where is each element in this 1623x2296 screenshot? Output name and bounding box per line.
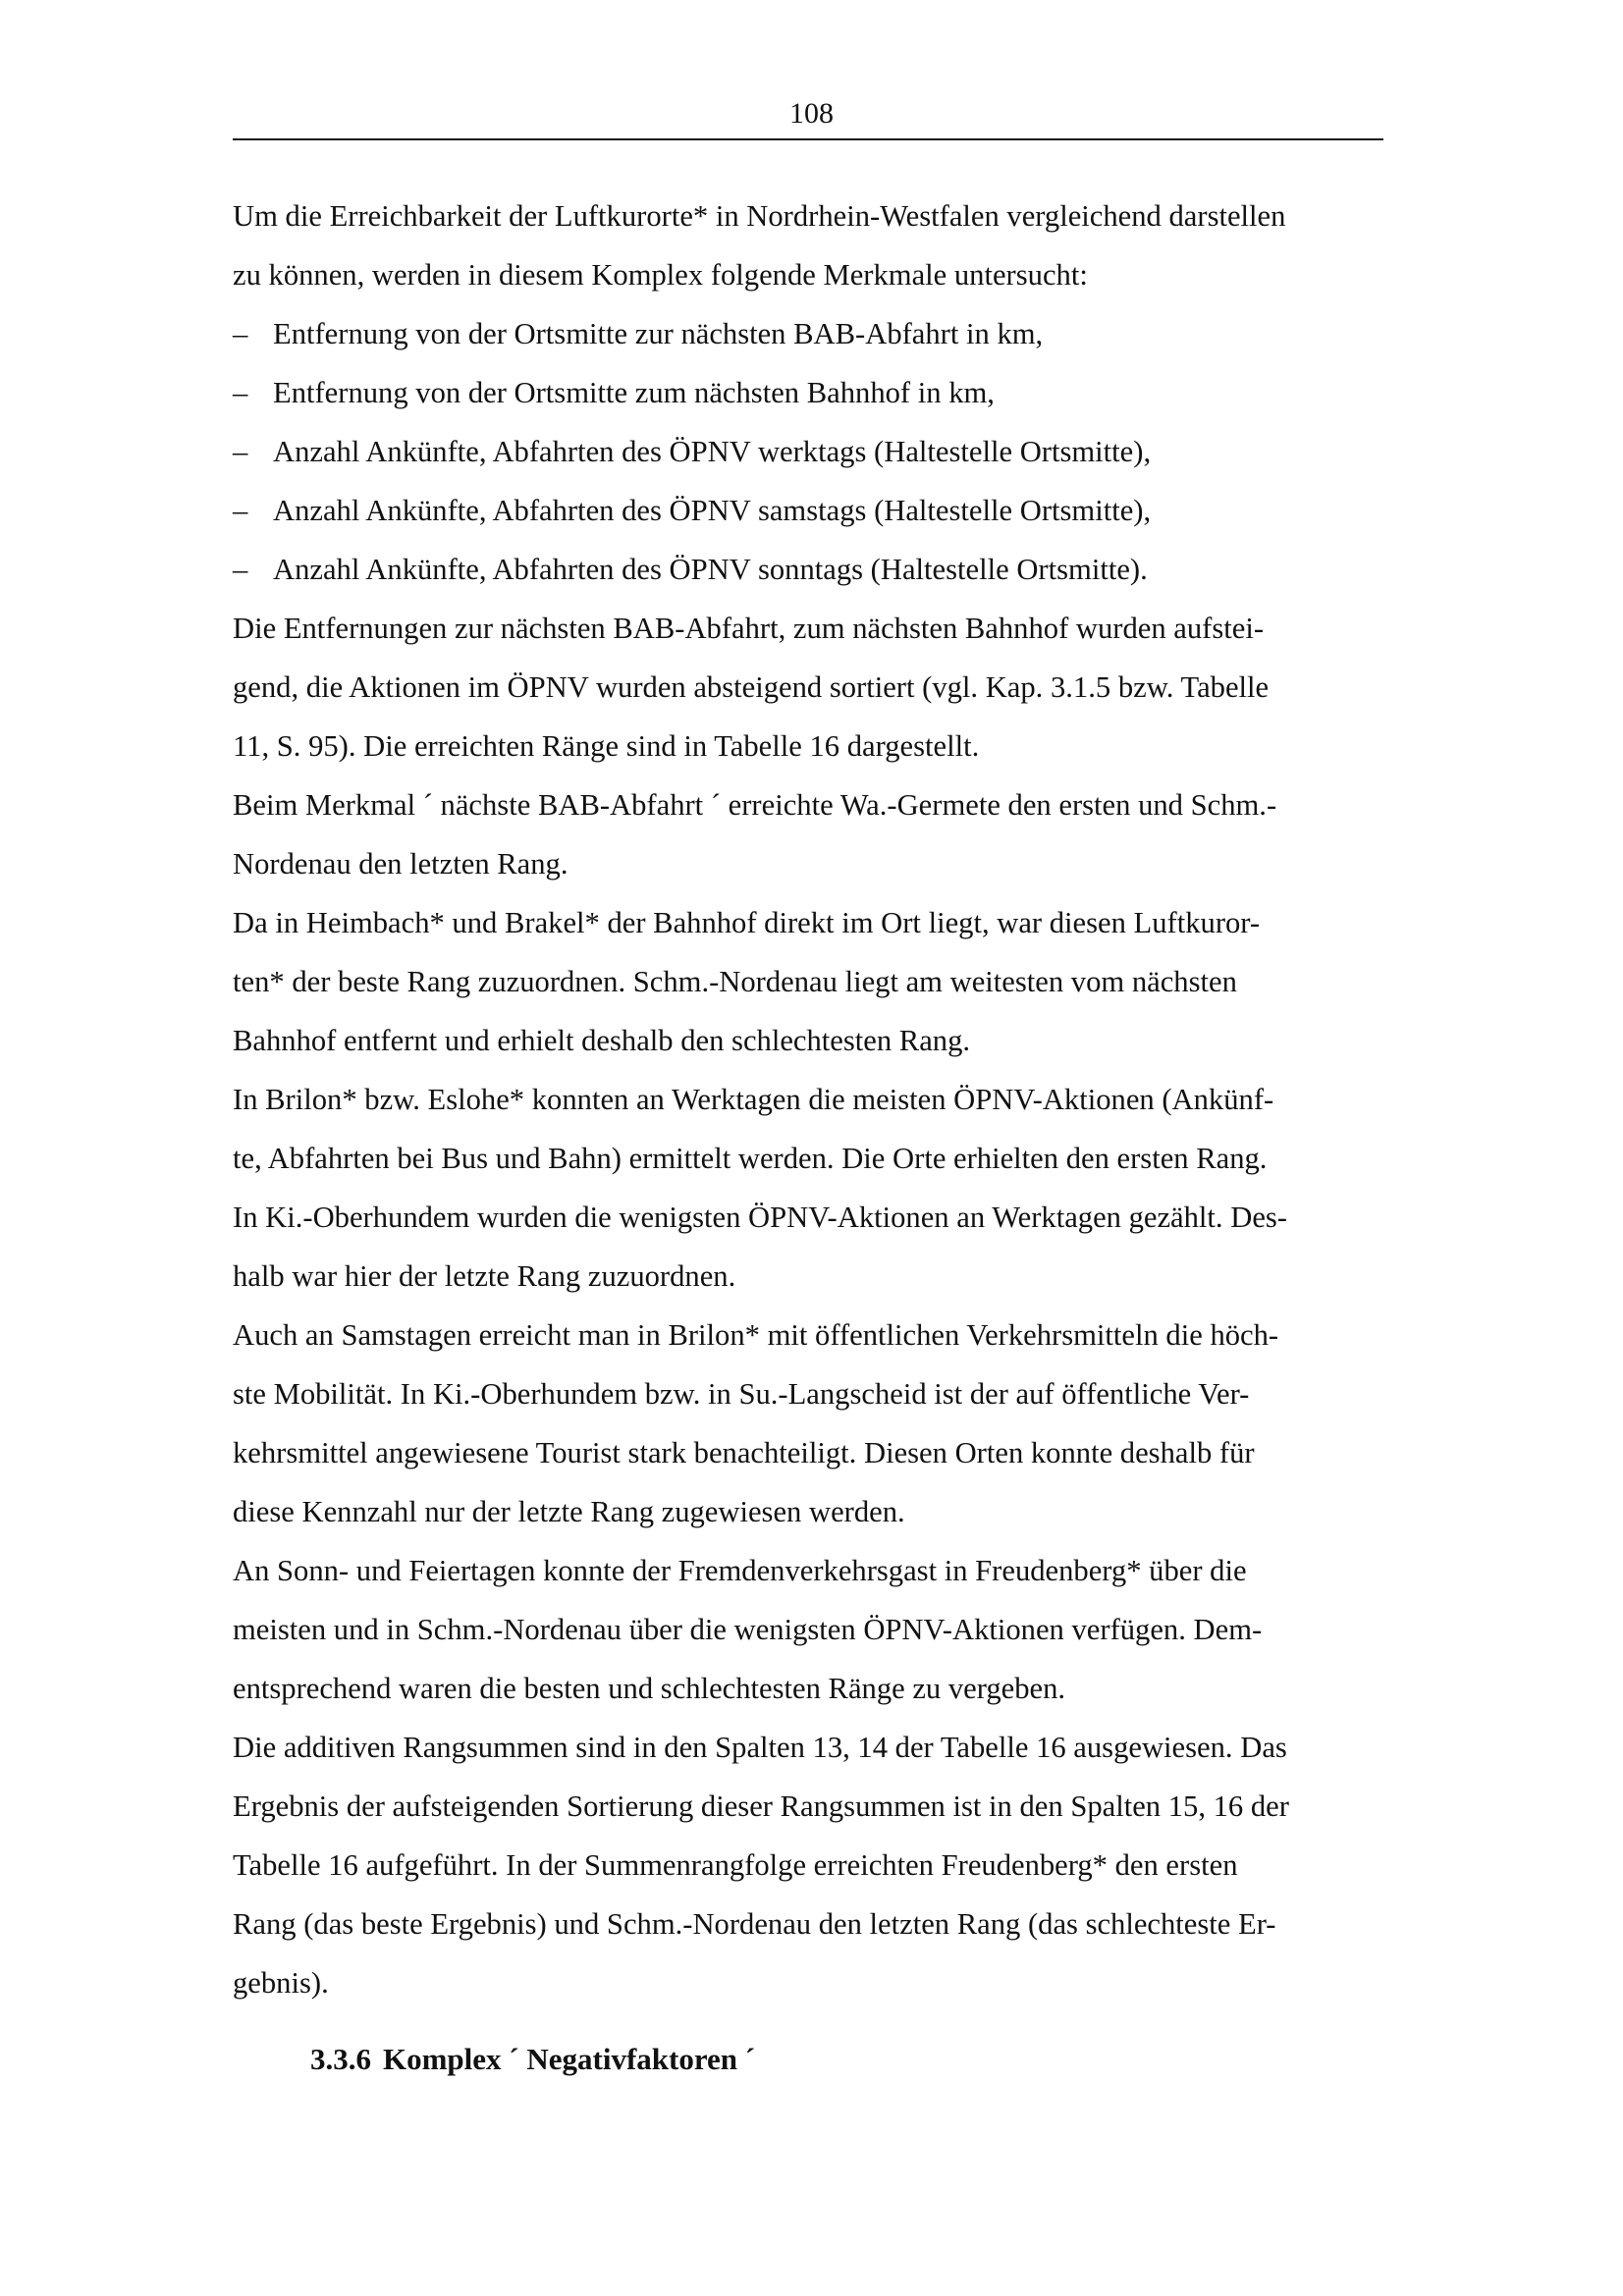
paragraph-line: gend, die Aktionen im ÖPNV wurden absteigend sortiert (vgl. Kap. 3.1.5 bzw. Tabelle (233, 670, 1270, 704)
criteria-item-text: Anzahl Ankünfte, Abfahrten des ÖPNV sonntags (Haltestelle Ortsmitte). (273, 553, 1148, 586)
criteria-item-text: Anzahl Ankünfte, Abfahrten des ÖPNV samstags (Haltestelle Ortsmitte), (273, 494, 1152, 527)
paragraph-line: meisten und in Schm.-Nordenau über die wenigsten ÖPNV-Aktionen verfügen. Dem- (233, 1613, 1263, 1646)
criteria-item-text: Entfernung von der Ortsmitte zur nächsten BAB-Abfahrt in km, (273, 317, 1044, 350)
paragraph-line: Ergebnis der aufsteigenden Sortierung dieser Rangsummen ist in den Spalten 15, 16 der (233, 1789, 1289, 1823)
header-rule (233, 138, 1383, 140)
criteria-item-bab-distance (233, 304, 1391, 363)
paragraph-line: Die Entfernungen zur nächsten BAB-Abfahrt, zum nächsten Bahnhof wurden aufstei- (233, 612, 1265, 645)
criteria-item-text: Entfernung von der Ortsmitte zum nächsten Bahnhof in km, (273, 376, 995, 409)
paragraph-line: 11, S. 95). Die erreichten Ränge sind in Tabelle 16 dargestellt. (233, 729, 980, 763)
criteria-item-sunday-transit (233, 540, 1391, 599)
paragraph-line: ste Mobilität. In Ki.-Oberhundem bzw. in Su.-Langscheid ist der auf öffentliche Ver- (233, 1377, 1250, 1411)
paragraph-line: In Brilon* bzw. Eslohe* konnten an Werktagen die meisten ÖPNV-Aktionen (Ankünf- (233, 1083, 1274, 1116)
paragraph-line: ten* der beste Rang zuzuordnen. Schm.-Nordenau liegt am weitesten vom nächsten (233, 965, 1237, 998)
section-number: 3.3.6 (310, 2042, 371, 2076)
dash-marker: – (233, 494, 248, 527)
dash-marker: – (233, 553, 248, 586)
paragraph-line: Bahnhof entfernt und erhielt deshalb den schlechtesten Rang. (233, 1024, 971, 1057)
page-number: 108 (789, 97, 834, 130)
intro-line-1: Um die Erreichbarkeit der Luftkurorte* in Nordrhein-Westfalen vergleichend darstellen (233, 199, 1286, 233)
paragraph-line: Da in Heimbach* und Brakel* der Bahnhof direkt im Ort liegt, war diesen Luftkuror- (233, 906, 1261, 939)
paragraph-line: Tabelle 16 aufgeführt. In der Summenrangfolge erreichten Freudenberg* den ersten (233, 1848, 1238, 1882)
dash-marker: – (233, 435, 248, 468)
section-heading (310, 2038, 755, 2081)
criteria-item-saturday-transit (233, 481, 1391, 540)
paragraph-line: kehrsmittel angewiesene Tourist stark benachteiligt. Diesen Orten konnte deshalb für (233, 1436, 1255, 1469)
criteria-item-station-distance (233, 363, 1391, 422)
paragraph-line: halb war hier der letzte Rang zuzuordnen. (233, 1259, 736, 1293)
paragraph-line: Rang (das beste Ergebnis) und Schm.-Nordenau den letzten Rang (das schlechteste Er- (233, 1907, 1276, 1941)
dash-marker: – (233, 376, 248, 409)
intro-line-2: zu können, werden in diesem Komplex folgende Merkmale untersucht: (233, 258, 1088, 292)
paragraph-line: gebnis). (233, 1966, 329, 2000)
criteria-item-weekday-transit (233, 422, 1391, 481)
paragraph-line: Auch an Samstagen erreicht man in Brilon* mit öffentlichen Verkehrsmitteln die höch- (233, 1318, 1279, 1352)
paragraph-line: An Sonn- und Feiertagen konnte der Fremdenverkehrsgast in Freudenberg* über die (233, 1554, 1247, 1587)
section-title: Komplex ´ Negativfaktoren ´ (383, 2042, 756, 2076)
paragraph-line: te, Abfahrten bei Bus und Bahn) ermittelt werden. Die Orte erhielten den ersten Rang. (233, 1142, 1268, 1175)
paragraph-line: Die additiven Rangsummen sind in den Spalten 13, 14 der Tabelle 16 ausgewiesen. Das (233, 1731, 1287, 1764)
body-text (233, 187, 1391, 2012)
paragraph-line: In Ki.-Oberhundem wurden die wenigsten ÖPNV-Aktionen an Werktagen gezählt. Des- (233, 1201, 1287, 1234)
paragraph-line: Beim Merkmal ´ nächste BAB-Abfahrt ´ erreichte Wa.-Germete den ersten und Schm.- (233, 788, 1277, 822)
criteria-item-text: Anzahl Ankünfte, Abfahrten des ÖPNV werktags (Haltestelle Ortsmitte), (273, 435, 1152, 468)
paragraph-line: diese Kennzahl nur der letzte Rang zugewiesen werden. (233, 1495, 905, 1528)
paragraph-line: entsprechend waren die besten und schlechtesten Ränge zu vergeben. (233, 1672, 1066, 1705)
dash-marker: – (233, 317, 248, 350)
paragraph-line: Nordenau den letzten Rang. (233, 847, 568, 881)
